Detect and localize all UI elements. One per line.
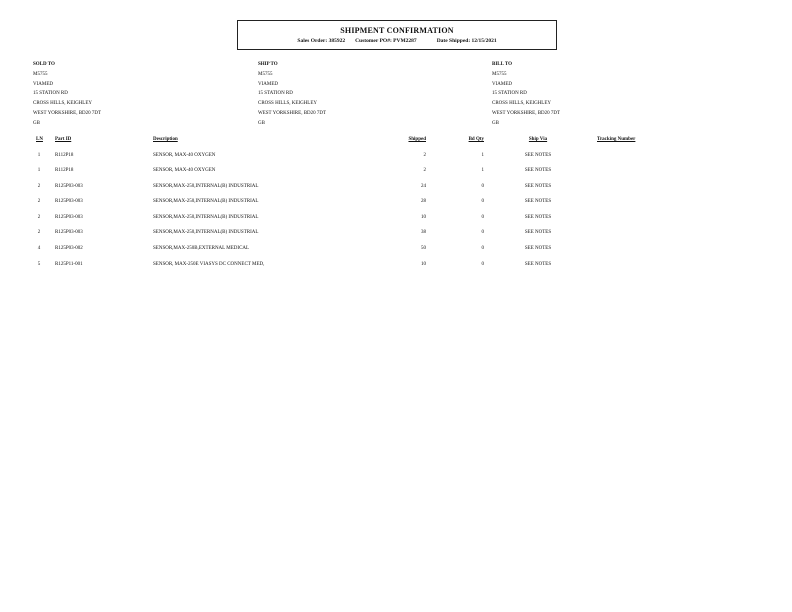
sold-to-block xyxy=(33,60,101,129)
cell-part-id: R125P03-003 xyxy=(55,215,83,220)
customer-po: Customer PO#: PVM2287 xyxy=(355,38,417,44)
col-header-shipped: Shipped xyxy=(408,137,426,142)
cell-ship-via: SEE NOTES xyxy=(524,168,552,173)
cell-part-id: R125P11-001 xyxy=(55,262,83,267)
cell-ship-via: SEE NOTES xyxy=(524,230,552,235)
cell-description: SENSOR, MAX-250E VIASYS DC CONNECT MED, xyxy=(153,262,265,267)
cell-ln: 4 xyxy=(37,246,41,251)
cell-shipped: 10 xyxy=(421,215,426,220)
cell-part-id: R125P03-003 xyxy=(55,184,83,189)
cell-shipped: 2 xyxy=(423,168,426,173)
ship-to-line: M5755 xyxy=(258,71,273,77)
cell-shipped: 50 xyxy=(421,246,426,251)
cell-bo-qty: 1 xyxy=(481,153,484,158)
bill-to-line: VIAMED xyxy=(492,81,512,87)
cell-ship-via: SEE NOTES xyxy=(524,153,552,158)
cell-part-id: R125P03-003 xyxy=(55,199,83,204)
ship-to-line: GB xyxy=(258,120,265,126)
cell-shipped: 10 xyxy=(421,262,426,267)
bill-to-line: CROSS HILLS, KEIGHLEY xyxy=(492,101,552,107)
ship-to-line: 15 STATION RD xyxy=(258,91,293,97)
bill-to-label: BILL TO xyxy=(492,62,512,67)
ship-to-line: WEST YORKSHIRE, BD20 7DT xyxy=(258,110,327,116)
cell-shipped: 28 xyxy=(421,199,426,204)
cell-ln: 5 xyxy=(37,262,41,267)
cell-ship-via: SEE NOTES xyxy=(524,199,552,204)
bill-to-line: M5755 xyxy=(492,71,507,77)
cell-part-id: R112P18 xyxy=(55,153,74,158)
cell-description: SENSOR, MAX-40 OXYGEN xyxy=(153,153,216,158)
cell-ship-via: SEE NOTES xyxy=(524,246,552,251)
col-header-bo-qty: Bd Qty xyxy=(468,137,484,142)
cell-ship-via: SEE NOTES xyxy=(524,215,552,220)
cell-part-id: R112P18 xyxy=(55,168,74,173)
cell-bo-qty: 0 xyxy=(481,184,484,189)
sold-to-line: 15 STATION RD xyxy=(33,91,68,97)
date-shipped: Date Shipped: 12/15/2021 xyxy=(436,38,497,44)
ship-to-label: SHIP TO xyxy=(258,62,278,67)
sold-to-line: WEST YORKSHIRE, BD20 7DT xyxy=(33,110,102,116)
bill-to-block xyxy=(492,60,560,129)
cell-shipped: 2 xyxy=(423,153,426,158)
cell-ln: 1 xyxy=(37,153,41,158)
cell-ln: 2 xyxy=(37,199,41,204)
bill-to-line: WEST YORKSHIRE, BD20 7DT xyxy=(492,110,561,116)
col-header-part-id: Part ID xyxy=(55,137,72,142)
ship-to-block xyxy=(258,60,326,129)
cell-description: SENSOR, MAX-40 OXYGEN xyxy=(153,168,216,173)
cell-description: SENSOR,MAX-250,INTERNAL(B) INDUSTRIAL xyxy=(153,184,259,189)
bill-to-line: GB xyxy=(492,120,499,126)
sold-to-line: VIAMED xyxy=(33,81,53,87)
sold-to-line: CROSS HILLS, KEIGHLEY xyxy=(33,101,93,107)
sold-to-line: M5755 xyxy=(33,71,48,77)
cell-shipped: 38 xyxy=(421,230,426,235)
col-header-ln: LN xyxy=(36,137,43,142)
sold-to-line: GB xyxy=(33,120,40,126)
cell-ln: 2 xyxy=(37,230,41,235)
cell-ship-via: SEE NOTES xyxy=(524,184,552,189)
sold-to-label: SOLD TO xyxy=(33,62,55,67)
col-header-ship-via: Ship Via xyxy=(528,137,548,142)
ship-to-line: CROSS HILLS, KEIGHLEY xyxy=(258,101,318,107)
cell-shipped: 24 xyxy=(421,184,426,189)
cell-bo-qty: 0 xyxy=(481,230,484,235)
page-title: SHIPMENT CONFIRMATION xyxy=(340,26,454,35)
cell-part-id: R125P03-003 xyxy=(55,230,83,235)
header-box xyxy=(237,20,557,50)
cell-ln: 2 xyxy=(37,215,41,220)
cell-bo-qty: 0 xyxy=(481,246,484,251)
col-header-description: Description xyxy=(153,137,178,142)
cell-ln: 2 xyxy=(37,184,41,189)
cell-bo-qty: 0 xyxy=(481,262,484,267)
col-header-tracking: Tracking Number xyxy=(597,137,636,142)
cell-description: SENSOR,MAX-250,INTERNAL(B) INDUSTRIAL xyxy=(153,230,259,235)
cell-description: SENSOR,MAX-250B,EXTERNAL MEDICAL xyxy=(153,246,250,251)
cell-bo-qty: 1 xyxy=(481,168,484,173)
cell-bo-qty: 0 xyxy=(481,215,484,220)
ship-to-line: VIAMED xyxy=(258,81,278,87)
cell-ln: 1 xyxy=(37,168,41,173)
cell-ship-via: SEE NOTES xyxy=(524,262,552,267)
cell-part-id: R125P03-002 xyxy=(55,246,83,251)
cell-bo-qty: 0 xyxy=(481,199,484,204)
bill-to-line: 15 STATION RD xyxy=(492,91,527,97)
cell-description: SENSOR,MAX-250,INTERNAL(B) INDUSTRIAL xyxy=(153,215,259,220)
cell-description: SENSOR,MAX-250,INTERNAL(B) INDUSTRIAL xyxy=(153,199,259,204)
sales-order: Sales Order: 385922 xyxy=(297,38,346,44)
order-info-line xyxy=(238,38,556,45)
